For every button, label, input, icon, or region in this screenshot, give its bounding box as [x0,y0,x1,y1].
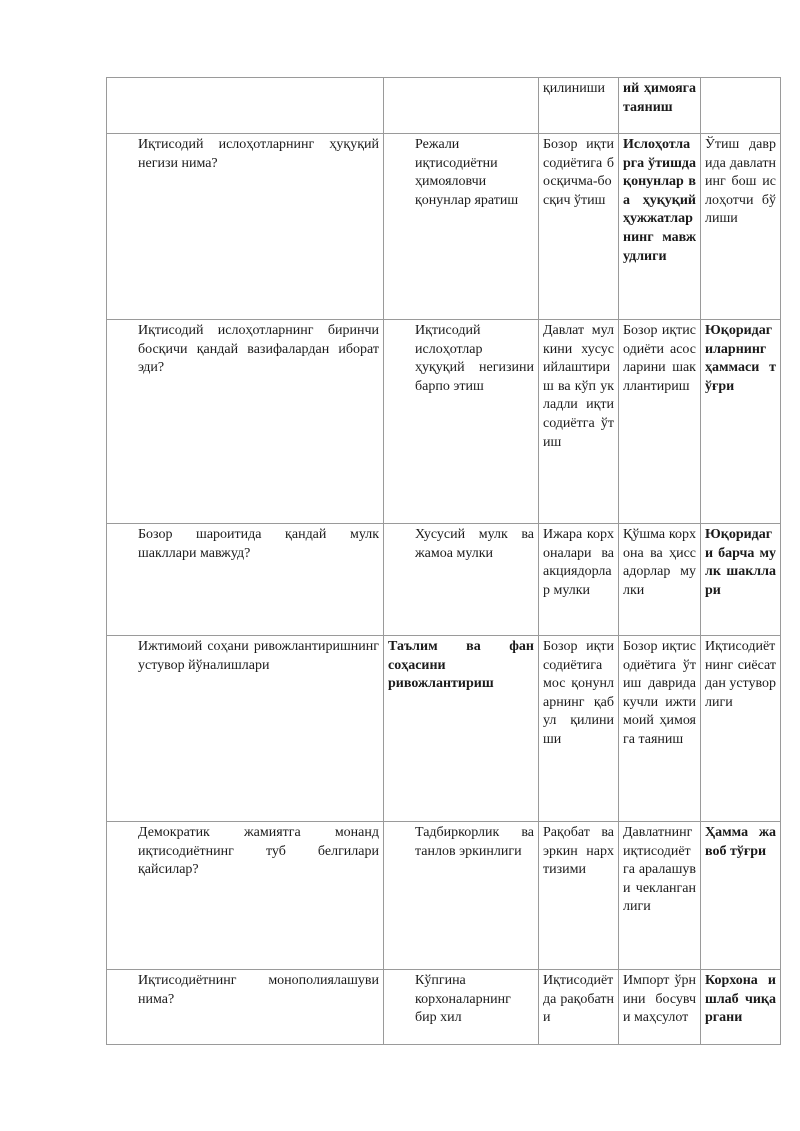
question-cell: Ижтимоий соҳани ривожлантиришнинг устувор йўналишлари [107,636,384,822]
option-c-cell: Давлатнинг иқтисодиётга аралашуви чекланганлиги [619,822,701,970]
option-c-cell: Бозор иқтисодиётига ўтиш даврида кучли ижтимоий ҳимояга таяниш [619,636,701,822]
table-row [107,134,781,320]
option-b-cell: Бозор иқтисодиётига босқичма-босқич ўтиш [539,134,619,320]
table-row [107,320,781,524]
question-cell: Бозор шароитида қандай мулк шакллари мавжуд? [107,524,384,636]
option-d-cell: Корхона ишлаб чиқаргани [701,970,781,1045]
option-d-cell: Юқоридаги барча мулк шакллари [701,524,781,636]
table-row [107,970,781,1045]
option-c-cell: Бозор иқтисодиёти асосларини шакллантириш [619,320,701,524]
option-a-cell: Таълим ва фан соҳасини ривожлантириш [384,636,539,822]
option-d-cell: Ҳамма жавоб тўғри [701,822,781,970]
option-b-cell: Иқтисодиётда рақобатни [539,970,619,1045]
option-b-cell: қилиниши [539,78,619,134]
quiz-table [106,77,781,1045]
option-c-cell: Ислоҳотларга ўтишда қонунлар ва ҳуқуқий ҳужжатларнинг мавжудлиги [619,134,701,320]
option-a-cell: Кўпгина корхоналарнинг бир хил [384,970,539,1045]
table-row [107,822,781,970]
table-row [107,524,781,636]
question-cell: Иқтисодиётнинг монополиялашуви нима? [107,970,384,1045]
option-d-cell: Ўтиш даврида давлатнинг бош ислоҳотчи бўлиши [701,134,781,320]
table-row [107,78,781,134]
table-row [107,636,781,822]
question-cell: Иқтисодий ислоҳотларнинг ҳуқуқий негизи нима? [107,134,384,320]
option-b-cell: Ижара корхоналари ва акциядорлар мулки [539,524,619,636]
option-c-cell: Қўшма корхона ва ҳиссадорлар мулки [619,524,701,636]
option-d-cell: Иқтисодиётнинг сиёсатдан устуворлиги [701,636,781,822]
option-d-cell [701,78,781,134]
option-c-cell: ий ҳимояга таяниш [619,78,701,134]
option-a-cell: Хусусий мулк ва жамоа мулки [384,524,539,636]
option-a-cell [384,78,539,134]
question-cell: Иқтисодий ислоҳотларнинг биринчи босқичи қандай вазифалардан иборат эди? [107,320,384,524]
option-d-cell: Юқоридагиларнинг ҳаммаси тўғри [701,320,781,524]
option-a-cell: Тадбиркорлик ва танлов эркинлиги [384,822,539,970]
option-b-cell: Давлат мулкини хусусийлаштириш ва кўп укладли иқтисодиётга ўтиш [539,320,619,524]
option-a-cell: Иқтисодий ислоҳотлар ҳуқуқий негизини барпо этиш [384,320,539,524]
question-cell: Демократик жамиятга монанд иқтисодиётнинг туб белгилари қайсилар? [107,822,384,970]
question-cell [107,78,384,134]
option-c-cell: Импорт ўрнини босувчи маҳсулот [619,970,701,1045]
option-a-cell: Режали иқтисодиётни ҳимояловчи қонунлар яратиш [384,134,539,320]
option-b-cell: Бозор иқтисодиётига мос қонунларнинг қабул қилиниши [539,636,619,822]
option-b-cell: Рақобат ва эркин нарх тизими [539,822,619,970]
